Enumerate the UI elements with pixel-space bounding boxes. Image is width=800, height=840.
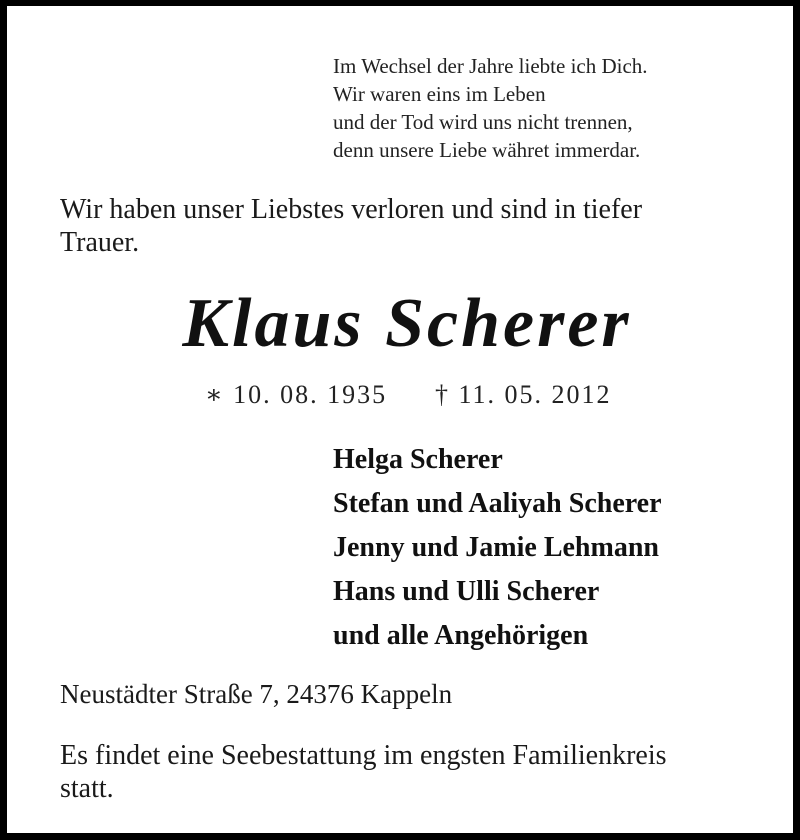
mourner-name: und alle Angehörigen <box>333 620 589 651</box>
poem-verse <box>333 52 773 164</box>
poem-line: Wir waren eins im Leben <box>333 82 546 106</box>
note-line: statt. <box>60 773 114 804</box>
note-line: Es findet eine Seebestattung im engsten Familienkreis <box>60 740 667 771</box>
deceased-name: Klaus Scherer <box>182 285 632 362</box>
mourners-list <box>333 438 773 658</box>
mourner-name: Stefan und Aaliyah Scherer <box>333 488 662 519</box>
mourner-name: Helga Scherer <box>333 444 503 475</box>
poem-line: Im Wechsel der Jahre liebte ich Dich. <box>333 54 648 78</box>
intro-text <box>60 193 760 259</box>
mourner-name: Jenny und Jamie Lehmann <box>333 532 659 563</box>
intro-line: Wir haben unser Liebstes verloren und sind in tiefer <box>60 194 643 225</box>
mourner-name: Hans und Ulli Scherer <box>333 576 600 607</box>
funeral-note <box>60 739 760 805</box>
birth-date: ∗ 10. 08. 1935 <box>205 380 388 409</box>
death-date: † 11. 05. 2012 <box>435 380 612 409</box>
family-address: Neustädter Straße 7, 24376 Kappeln <box>60 679 453 709</box>
intro-line: Trauer. <box>60 227 140 258</box>
poem-line: denn unsere Liebe währet immerdar. <box>333 138 641 162</box>
poem-line: und der Tod wird uns nicht trennen, <box>333 110 633 134</box>
